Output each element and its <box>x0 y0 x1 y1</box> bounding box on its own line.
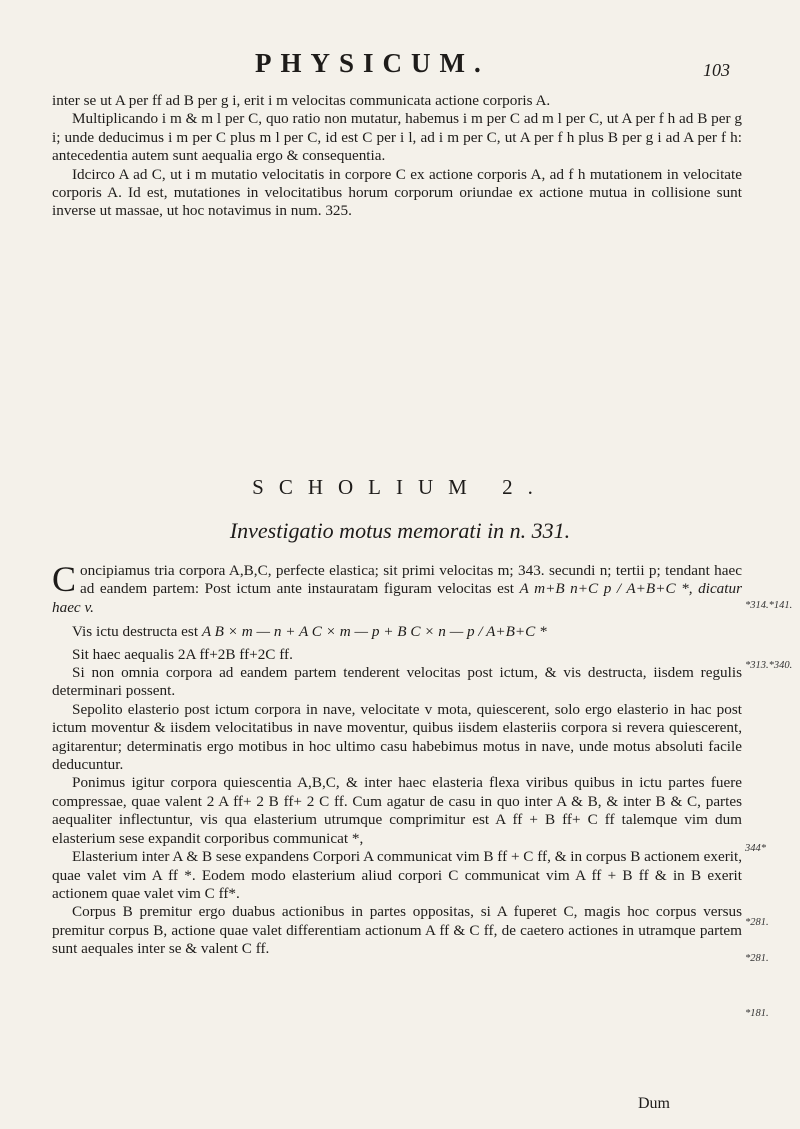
paragraph-text: oncipiamus tria corpora A,B,C, perfecte elastica; sit primi velocitas m; 343. secundi n; tertii p; tendant haec ad eandem partem: Post ictum ante instauratam figuram velocitas est <box>80 562 742 598</box>
paragraph: Corpus B premitur ergo duabus actionibus in partes oppositas, si A fuperet C, magis hoc corpus versus premitur corpus B, actione quae valet differentiam actionum A ff & C ff, de caetero actiones in utramque partem sunt aequales inter se & valent C ff. <box>52 903 742 958</box>
page-header <box>0 48 800 82</box>
margin-note: *281. <box>745 917 769 928</box>
margin-note: *314.*141. <box>745 600 793 611</box>
formula: A B × m — n + A C × m — p + B C × n — p / A+B+C * <box>201 623 547 641</box>
page-number: 103 <box>703 60 730 80</box>
upper-text <box>52 92 742 221</box>
paragraph <box>52 559 742 617</box>
paragraph: Idcirco A ad C, ut i m mutatio velocitatis in corpore C ex actione corporis A, ad f h mutationem in velocitate corporis A. Id est, mutationes in velocitatibus horum corporum oriundae ex actione mutua in collisione sunt inverse ut massae, ut hoc notavimus in num. 325. <box>52 165 742 220</box>
paragraph: Multiplicando i m & m l per C, quo ratio non mutatur, habemus i m per C ad m l per C, ut A per f h ad B per g i; unde deducimus i m per C plus m l per C, id est C per i l, ad i m per C, ut A per f h plus B per g i ad A per f h: antecedentia autem sunt aequalia ergo & consequentia. <box>52 110 742 165</box>
running-title: PHYSICUM. <box>255 48 490 78</box>
paragraph: Sit haec aequalis 2A ff+2B ff+2C ff. <box>72 645 293 663</box>
catchword: Dum <box>638 1095 670 1112</box>
lower-text <box>52 559 742 959</box>
paragraph: Ponimus igitur corpora quiescentia A,B,C, & inter haec elasteria flexa viribus quibus in ictu partes fuere compressae, quae valent 2 A ff+ 2 B ff+ 2 C ff. Cum agatur de casu in quo inter A & B, & inter B & C, partes aequaliter inflectuntur, vis qua elasterium utrumque comprimitur est A ff + B ff+ C ff talemque vim dum elasterium sese expandit corporibus communicat *, <box>52 774 742 847</box>
paragraph-text: Vis ictu destructa est <box>72 623 199 641</box>
section-subtitle: Investigatio motus memorati in n. 331. <box>229 518 571 543</box>
margin-note: *281. <box>745 953 769 964</box>
section-heading: SCHOLIUM 2. <box>252 475 548 499</box>
drop-cap: C <box>52 559 77 599</box>
margin-note: 344* <box>745 843 766 854</box>
paragraph: Sepolito elasterio post ictum corpora in nave, velocitate v mota, quiescerent, solo ergo elasterio in hac post ictum moventur & iisdem velocitatibus in nave moventur, quibus iisdem elasteriis corpora si revera quiescerent, agitarentur; determinatis ergo motibus in hoc ultimo casu habebimus motus in nave, unde motus absoluti facile deducuntur. <box>52 700 742 774</box>
paragraph: Si non omnia corpora ad eandem partem tenderent velocitas post ictum, & vis destructa, iisdem regulis determinari possent. <box>52 664 742 700</box>
paragraph: inter se ut A per ff ad B per g i, erit i m velocitas communicata actione corporis A. <box>52 92 551 109</box>
formula: A m+B n+C p / A+B+C *, dicatur haec v. <box>52 580 742 616</box>
paragraph: Elasterium inter A & B sese expandens Corpori A communicat vim B ff + C ff, & in corpus B actionem exerit, quae valet vim A ff *. Eodem modo elasterium aliud corpori C communicat vim A ff + B ff & in B exerit actionem quae valet vim C ff*. <box>52 848 742 902</box>
margin-note: *313.*340. <box>745 660 793 671</box>
margin-note: *181. <box>745 1008 769 1019</box>
paragraph <box>52 623 742 641</box>
